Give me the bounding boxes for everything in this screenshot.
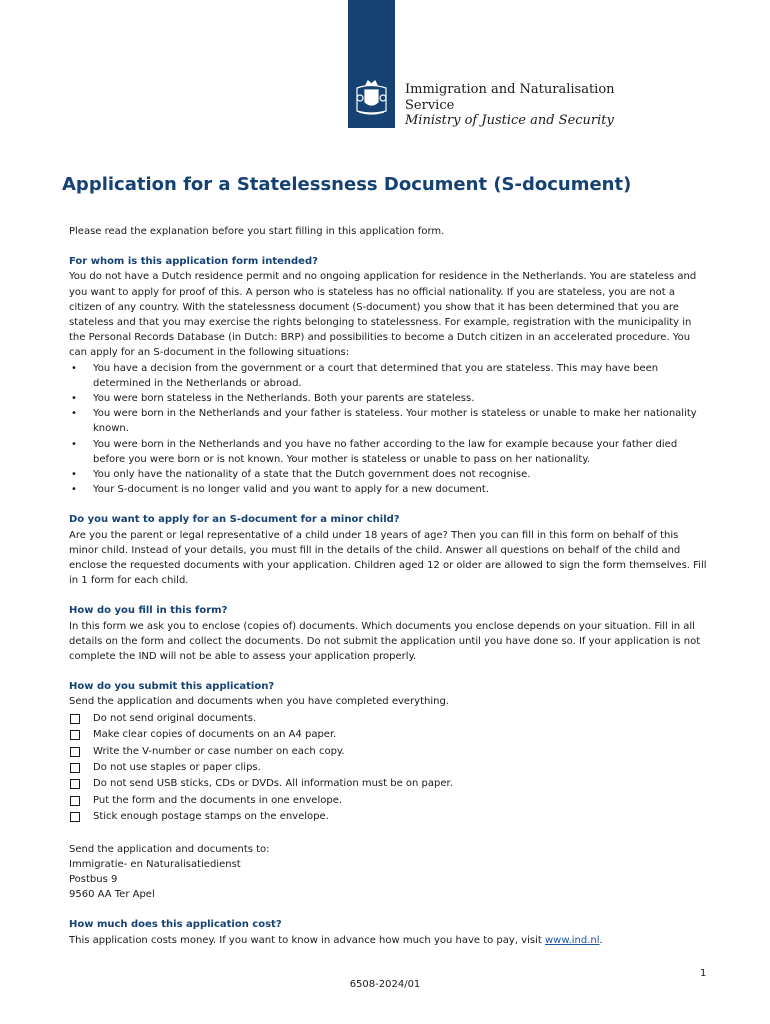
heading-submit: How do you submit this application? — [69, 681, 275, 693]
checkbox-icon — [70, 796, 80, 806]
page-title: Application for a Statelessness Document (S-document) — [62, 174, 632, 195]
checklist-label: Do not use staples or paper clips. — [93, 761, 261, 773]
list-item: • You were born in the Netherlands and you have no father according to the law for example because your father died before you were born or is not known. Your mother is stateless or unable to pass on her nationality. — [69, 437, 709, 467]
heading-for-whom: For whom is this application form intended? — [69, 256, 318, 268]
checklist-label: Do not send original documents. — [93, 712, 257, 724]
for-whom-text: You do not have a Dutch residence permit and no ongoing application for residence in the Netherlands. You are stateless and you want to apply for proof of this. A person who is stateless has no official nationality. If you are stateless, you are not a citizen of any country. With the statelessness document (S-document) you show that it has been determined that you are stateless and that you may exercise the rights belonging to statelessness. For example, registration with the municipality in the Personal Records Database (in Dutch: BRP) and possibilities to become a Dutch citizen in an accelerated procedure. You can apply for an S-document in the following situations: — [69, 271, 697, 359]
form-explanation — [69, 224, 709, 948]
checklist-label: Write the V-number or case number on each copy. — [93, 745, 345, 757]
address-line: Postbus 9 — [69, 873, 118, 885]
cost-text-body: This application costs money. If you want to know in advance how much you have to pay, visit — [69, 934, 545, 946]
checklist-label: Do not send USB sticks, CDs or DVDs. All information must be on paper. — [93, 778, 453, 790]
list-item: • You have a decision from the government or a court that determined that you are stateless. This may have been determined in the Netherlands or abroad. — [69, 361, 709, 391]
org-line-2: Service — [405, 97, 455, 113]
list-item: • Your S-document is no longer valid and you want to apply for a new document. — [69, 482, 709, 497]
list-item: • You were born in the Netherlands and your father is stateless. Your mother is stateless or unable to make her nationality known. — [69, 406, 709, 436]
checklist-item — [69, 744, 709, 760]
checkbox-icon — [70, 812, 80, 822]
intro-text: Please read the explanation before you start filling in this application form. — [69, 226, 445, 237]
ind-website-link[interactable]: www.ind.nl — [544, 934, 600, 946]
fill-in-text: In this form we ask you to enclose (copies of) documents. Which documents you enclose depends on your situation. Fill in all details on the form and collect the documents. Do not submit the application until you have done so. If your application is not complete the IND will not be able to assess your application properly. — [69, 620, 701, 663]
checkbox-icon — [70, 714, 80, 724]
checklist-item — [69, 711, 709, 727]
organization-name — [405, 82, 615, 129]
list-item: • You were born stateless in the Netherlands. Both your parents are stateless. — [69, 391, 709, 406]
checklist-label: Stick enough postage stamps on the envelope. — [93, 811, 329, 823]
checkbox-icon — [70, 779, 80, 789]
checkbox-icon — [70, 763, 80, 773]
submit-checklist — [69, 711, 709, 826]
checklist-item — [69, 760, 709, 776]
address-line: Immigratie- en Naturalisatiedienst — [69, 858, 241, 870]
minor-child-text: Are you the parent or legal representative of a child under 18 years of age? Then you can fill in this form on behalf of this minor child. Instead of your details, you must fill in the details of the child. Answer all questions on behalf of the child and enclose the requested documents with your application. Children aged 12 or older are allowed to sign the form themselves. Fill in 1 form for each child. — [69, 529, 707, 587]
org-line-1: Immigration and Naturalisation — [405, 82, 615, 97]
checklist-item — [69, 809, 709, 825]
list-item: • You only have the nationality of a state that the Dutch government does not recognise. — [69, 467, 709, 482]
cost-text-end: . — [599, 934, 603, 946]
situations-list — [69, 361, 709, 498]
checklist-label: Put the form and the documents in one envelope. — [93, 794, 343, 806]
cost-text — [69, 933, 709, 948]
heading-fill-in: How do you fill in this form? — [69, 605, 228, 617]
heading-minor-child: Do you want to apply for an S-document for a minor child? — [69, 514, 400, 526]
address-line: 9560 AA Ter Apel — [69, 889, 155, 901]
checklist-item — [69, 727, 709, 743]
coat-of-arms-icon — [353, 78, 390, 116]
address-intro: Send the application and documents to: — [69, 843, 270, 855]
checklist-item — [69, 776, 709, 792]
checklist-item — [69, 793, 709, 809]
submit-text: Send the application and documents when you have completed everything. — [69, 696, 449, 708]
ministry-name: Ministry of Justice and Security — [405, 113, 614, 128]
checkbox-icon — [70, 730, 80, 740]
checkbox-icon — [70, 747, 80, 757]
page-number: 1 — [700, 968, 707, 979]
heading-cost: How much does this application cost? — [69, 919, 282, 931]
logo-bar — [348, 0, 395, 128]
checklist-label: Make clear copies of documents on an A4 paper. — [93, 729, 337, 741]
form-code: 6508-2024/01 — [349, 979, 421, 990]
